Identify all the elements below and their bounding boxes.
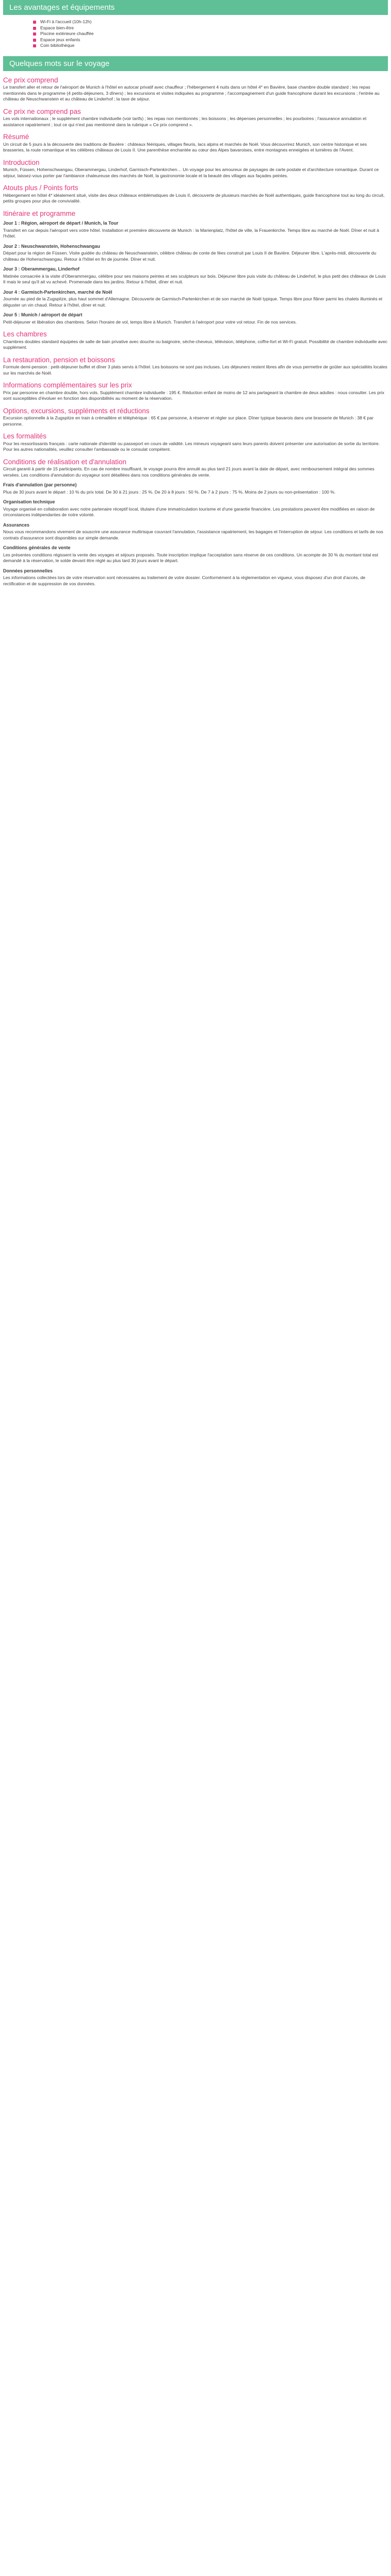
section-paragraph: Pour les ressortissants français : carte nationale d'identité ou passeport en cours de validité. Les mineurs voyageant sans leurs parents doivent présenter une autorisation de sortie du territoire. Pour les autres nationalités, veuillez consulter l'ambassade ou le consulat compétent. (3, 440, 380, 452)
subsection-heading: Données personnelles (3, 568, 53, 573)
section-heading: Introduction (3, 158, 40, 166)
section-heading: Atouts plus / Points forts (3, 184, 78, 192)
section-heading: Les chambres (3, 330, 47, 338)
subsection-heading: Organisation technique (3, 499, 55, 504)
section-heading: Ce prix ne comprend pas (3, 107, 81, 115)
advantages-list (12, 19, 388, 49)
section-paragraph: Les présentes conditions régissent la vente des voyages et séjours proposés. Toute inscription implique l'acceptation sans réserve de ces conditions. Un acompte de 30 % du montant total est demandé à la réservation, le solde devant être réglé au plus tard 30 jours avant le départ. (3, 552, 379, 563)
section-paragraph: Un circuit de 5 jours à la découverte des traditions de Bavière : châteaux féériques, villages fleuris, lacs alpins et marchés de Noël. Vous découvrirez Munich, son centre historique et ses brasseries, la route romantique et les célèbres châteaux de Louis II. Une parenthèse enchantée au cœur des Alpes bavaroises, entre montagnes enneigées et lumières de l'Avent. (3, 141, 367, 152)
section-heading: Ce prix comprend (3, 76, 58, 84)
section-paragraph: Transfert en car depuis l'aéroport vers votre hôtel. Installation et première découverte de Munich : la Marienplatz, l'hôtel de ville, la Frauenkirche. Temps libre au marché de Noël. Dîner et nuit à l'hôtel. (3, 227, 379, 239)
subsection-heading: Jour 4 : Garmisch-Partenkirchen, marché de Noël (3, 289, 112, 295)
subsection-heading: Jour 3 : Oberammergau, Linderhof (3, 266, 80, 272)
section-heading: La restauration, pension et boissons (3, 355, 115, 364)
advantages-title: Les avantages et équipements (3, 0, 388, 15)
section-paragraph: Le transfert aller et retour de l'aéroport de Munich à l'hôtel en autocar privatif avec chauffeur ; l'hébergement 4 nuits dans un hôtel 4* en Bavière, base chambre double standard ; les repas mentionnés dans le programme (4 petits-déjeuners, 3 dîners) ; les excursions et visites indiquées au programme ; l'accompagnement d'un guide francophone durant les excursions ; l'entrée au château de Neuschwanstein et au château de Linderhof ; la taxe de séjour. (3, 84, 380, 101)
section-paragraph: Excursion optionnelle à la Zugspitze en train à crémaillère et téléphérique : 65 € par personne, à réserver et régler sur place. Dîner typique bavarois dans une brasserie de Munich : 38 € par personne. (3, 415, 373, 427)
advantage-item: Espace jeux enfants (33, 37, 388, 43)
section-paragraph: Matinée consacrée à la visite d'Oberammergau, célèbre pour ses maisons peintes et ses sculpteurs sur bois. Déjeuner libre puis visite du château de Linderhof, le plus petit des châteaux de Louis II mais le seul qu'il ait vu achevé. Promenade dans les jardins. Retour à l'hôtel, dîner et nuit. (3, 273, 386, 284)
section-paragraph: Voyage organisé en collaboration avec notre partenaire réceptif local, titulaire d'une immatriculation tourisme et d'une garantie financière. Les prestations peuvent être modifiées en raison de circonstances indépendantes de notre volonté. (3, 506, 375, 517)
subsection-heading: Jour 5 : Munich / aéroport de départ (3, 312, 83, 317)
section-paragraph: Formule demi-pension : petit-déjeuner buffet et dîner 3 plats servis à l'hôtel. Les boissons ne sont pas incluses. Les déjeuners restent libres afin de vous permettre de goûter aux spécialités locales sur les marchés de Noël. (3, 364, 387, 376)
advantage-item: Piscine extérieure chauffée (33, 31, 388, 37)
section-heading: Informations complémentaires sur les prix (3, 381, 132, 389)
page (0, 0, 391, 587)
section-heading: Conditions de réalisation et d'annulation (3, 457, 126, 466)
section-paragraph: Les informations collectées lors de votre réservation sont nécessaires au traitement de votre dossier. Conformément à la réglementation en vigueur, vous disposez d'un droit d'accès, de rectification et de suppression de vos données. (3, 575, 366, 586)
subsection-heading: Conditions générales de vente (3, 545, 71, 550)
section-paragraph: Munich, Füssen, Hohenschwangau, Oberammergau, Linderhof, Garmisch-Partenkirchen… Un voyage pour les amoureux de paysages de carte postale et d'architecture romantique. Durant ce séjour, laissez-vous porter par l'ambiance chaleureuse des marchés de Noël, la gastronomie locale et la beauté des villages aux façades peintes. (3, 167, 379, 178)
section-paragraph: Plus de 30 jours avant le départ : 10 % du prix total. De 30 à 21 jours : 25 %. De 20 à 8 jours : 50 %. De 7 à 2 jours : 75 %. Moins de 2 jours ou non-présentation : 100 %. (3, 489, 336, 495)
programme-title: Quelques mots sur le voyage (3, 56, 388, 71)
subsection-heading: Jour 1 : Région, aéroport de départ / Munich, la Tour (3, 221, 119, 226)
section-paragraph: Prix par personne en chambre double, hors vols. Supplément chambre individuelle : 195 €. Réduction enfant de moins de 12 ans partageant la chambre de deux adultes : nous consulter. Les prix sont susceptibles d'évoluer en fonction des disponibilités au moment de la réservation. (3, 389, 385, 401)
section-heading: Les formalités (3, 432, 47, 440)
subsection-heading: Assurances (3, 522, 30, 528)
section-paragraph: Journée au pied de la Zugspitze, plus haut sommet d'Allemagne. Découverte de Garmisch-Partenkirchen et de son marché de Noël typique. Temps libre pour flâner parmi les chalets illuminés et déguster un vin chaud. Retour à l'hôtel, dîner et nuit. (3, 296, 383, 308)
programme-content (3, 77, 388, 587)
section-paragraph: Petit-déjeuner et libération des chambres. Selon l'horaire de vol, temps libre à Munich. Transfert à l'aéroport pour votre vol retour. Fin de nos services. (3, 319, 297, 325)
subsection-heading: Jour 2 : Neuschwanstein, Hohenschwangau (3, 243, 101, 249)
section-paragraph: Les vols internationaux ; le supplément chambre individuelle (voir tarifs) ; les repas non mentionnés ; les boissons ; les dépenses personnelles ; les pourboires ; l'assurance annulation et assistance rapatriement ; tout ce qui n'est pas mentionné dans la rubrique « Ce prix comprend ». (3, 116, 367, 127)
section-heading: Résumé (3, 133, 29, 141)
section-paragraph: Nous vous recommandons vivement de souscrire une assurance multirisque couvrant l'annulation, l'assistance rapatriement, les bagages et l'interruption de séjour. Les conditions et tarifs de nos contrats d'assurance sont disponibles sur simple demande. (3, 529, 383, 540)
section-heading: Options, excursions, suppléments et réductions (3, 406, 150, 415)
section-paragraph: Hébergement en hôtel 4* idéalement situé, visite des deux châteaux emblématiques de Louis II, découverte de plusieurs marchés de Noël authentiques, guide francophone tout au long du circuit, petits groupes pour plus de convivialité. (3, 192, 385, 204)
advantage-item: Wi-Fi à l'accueil (10h-12h) (33, 19, 388, 25)
subsection-heading: Frais d'annulation (par personne) (3, 482, 77, 487)
section-paragraph: Circuit garanti à partir de 15 participants. En cas de nombre insuffisant, le voyage pourra être annulé au plus tard 21 jours avant la date de départ, avec remboursement intégral des sommes versées. Les conditions d'annulation du voyageur sont détaillées dans nos conditions générales de vente. (3, 466, 374, 478)
section-heading: Itinéraire et programme (3, 209, 76, 217)
section-paragraph: Chambres doubles standard équipées de salle de bain privative avec douche ou baignoire, sèche-cheveux, télévision, téléphone, coffre-fort et Wi-Fi gratuit. Possibilité de chambre individuelle avec supplément. (3, 338, 388, 350)
section-paragraph: Départ pour la région de Füssen. Visite guidée du château de Neuschwanstein, célèbre château de conte de fées construit par Louis II de Bavière. Déjeuner libre. L'après-midi, découverte du château de Hohenschwangau. Retour à l'hôtel en fin de journée. Dîner et nuit. (3, 250, 377, 262)
advantage-item: Espace bien-être (33, 25, 388, 31)
advantage-item: Coin bibliothèque (33, 43, 388, 49)
